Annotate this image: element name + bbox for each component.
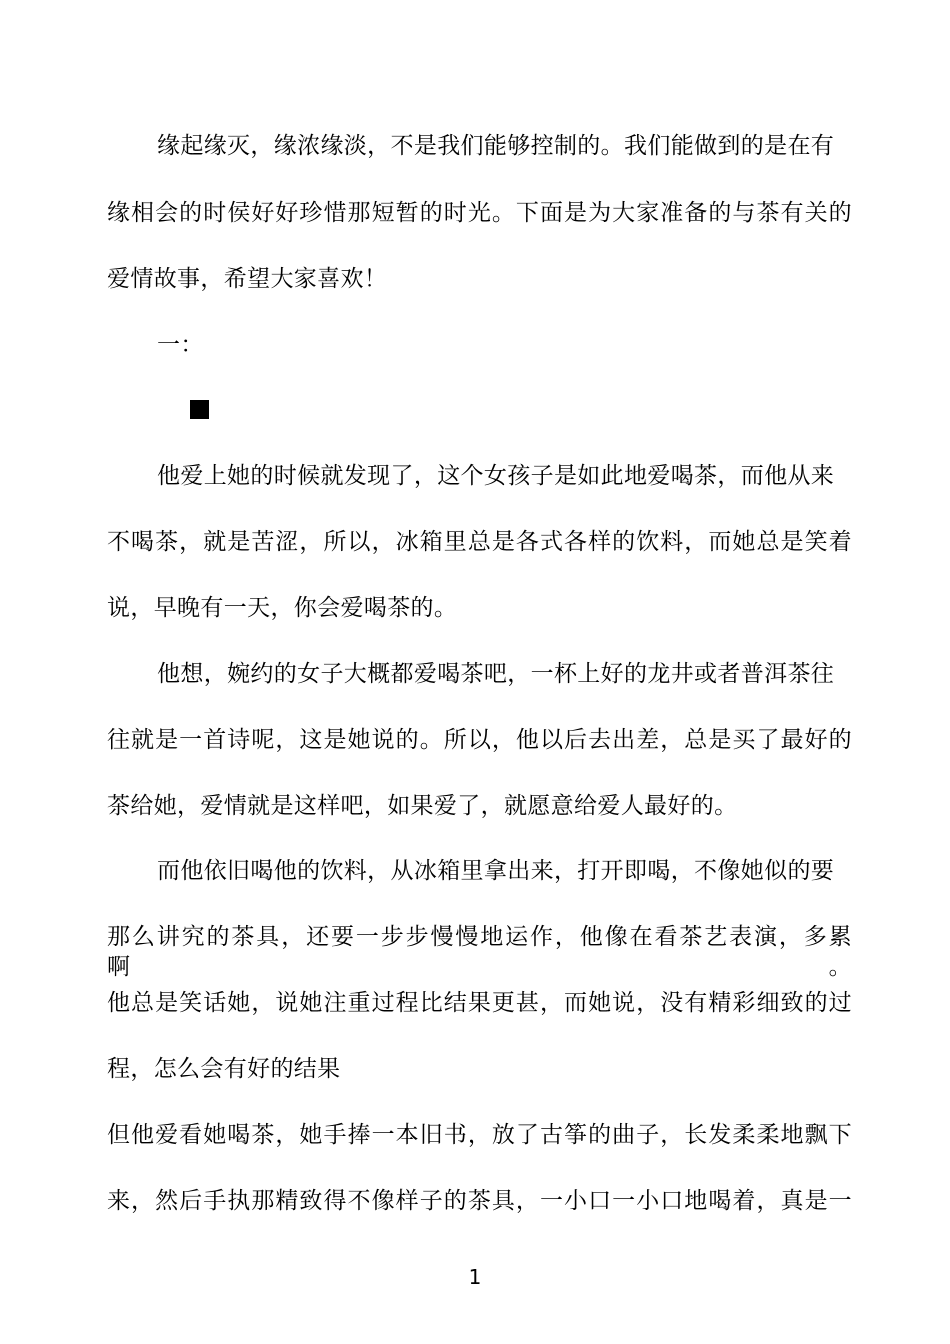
story-p3-line-1: 而他依旧喝他的饮料，从冰箱里拿出来，打开即喝，不像她似的要 [157, 858, 835, 884]
story-p1-line-1: 他爱上她的时候就发现了，这个女孩子是如此地爱喝茶，而他从来 [157, 463, 835, 489]
story-p1-line-2: 不喝茶，就是苦涩，所以，冰箱里总是各式各样的饮料，而她总是笑着 [107, 529, 852, 555]
story-p3-line-3: 他总是笑话她，说她注重过程比结果更甚，而她说，没有精彩细致的过 [107, 990, 852, 1016]
story-p3-line-2: 那么讲究的茶具，还要一步步慢慢地运作，他像在看茶艺表演，多累啊。 [107, 924, 852, 980]
story-p2-line-3: 茶给她，爱情就是这样吧，如果爱了，就愿意给爱人最好的。 [107, 793, 738, 819]
story-p2-line-1: 他想，婉约的女子大概都爱喝茶吧，一杯上好的龙井或者普洱茶往 [157, 661, 835, 687]
story-p4-line-1: 但他爱看她喝茶，她手捧一本旧书，放了古筝的曲子，长发柔柔地飘下 [107, 1122, 852, 1148]
intro-line-2: 缘相会的时侯好好珍惜那短暂的时光。下面是为大家准备的与茶有关的 [107, 200, 852, 226]
story-p2-line-2: 往就是一首诗呢，这是她说的。所以，他以后去出差，总是买了最好的 [107, 727, 852, 753]
page-number: 1 [468, 1265, 482, 1289]
intro-line-1: 缘起缘灭，缘浓缘淡，不是我们能够控制的。我们能做到的是在有 [157, 133, 835, 159]
story-p4-line-2: 来，然后手执那精致得不像样子的茶具，一小口一小口地喝着，真是一 [107, 1188, 852, 1214]
story-p1-line-3: 说，早晚有一天，你会爱喝茶的。 [107, 595, 458, 621]
intro-line-3: 爱情故事，希望大家喜欢！ [107, 266, 388, 292]
story-p3-line-4: 程，怎么会有好的结果 [107, 1056, 341, 1082]
image-placeholder-square [190, 400, 209, 419]
section-heading: 一： [157, 332, 204, 358]
